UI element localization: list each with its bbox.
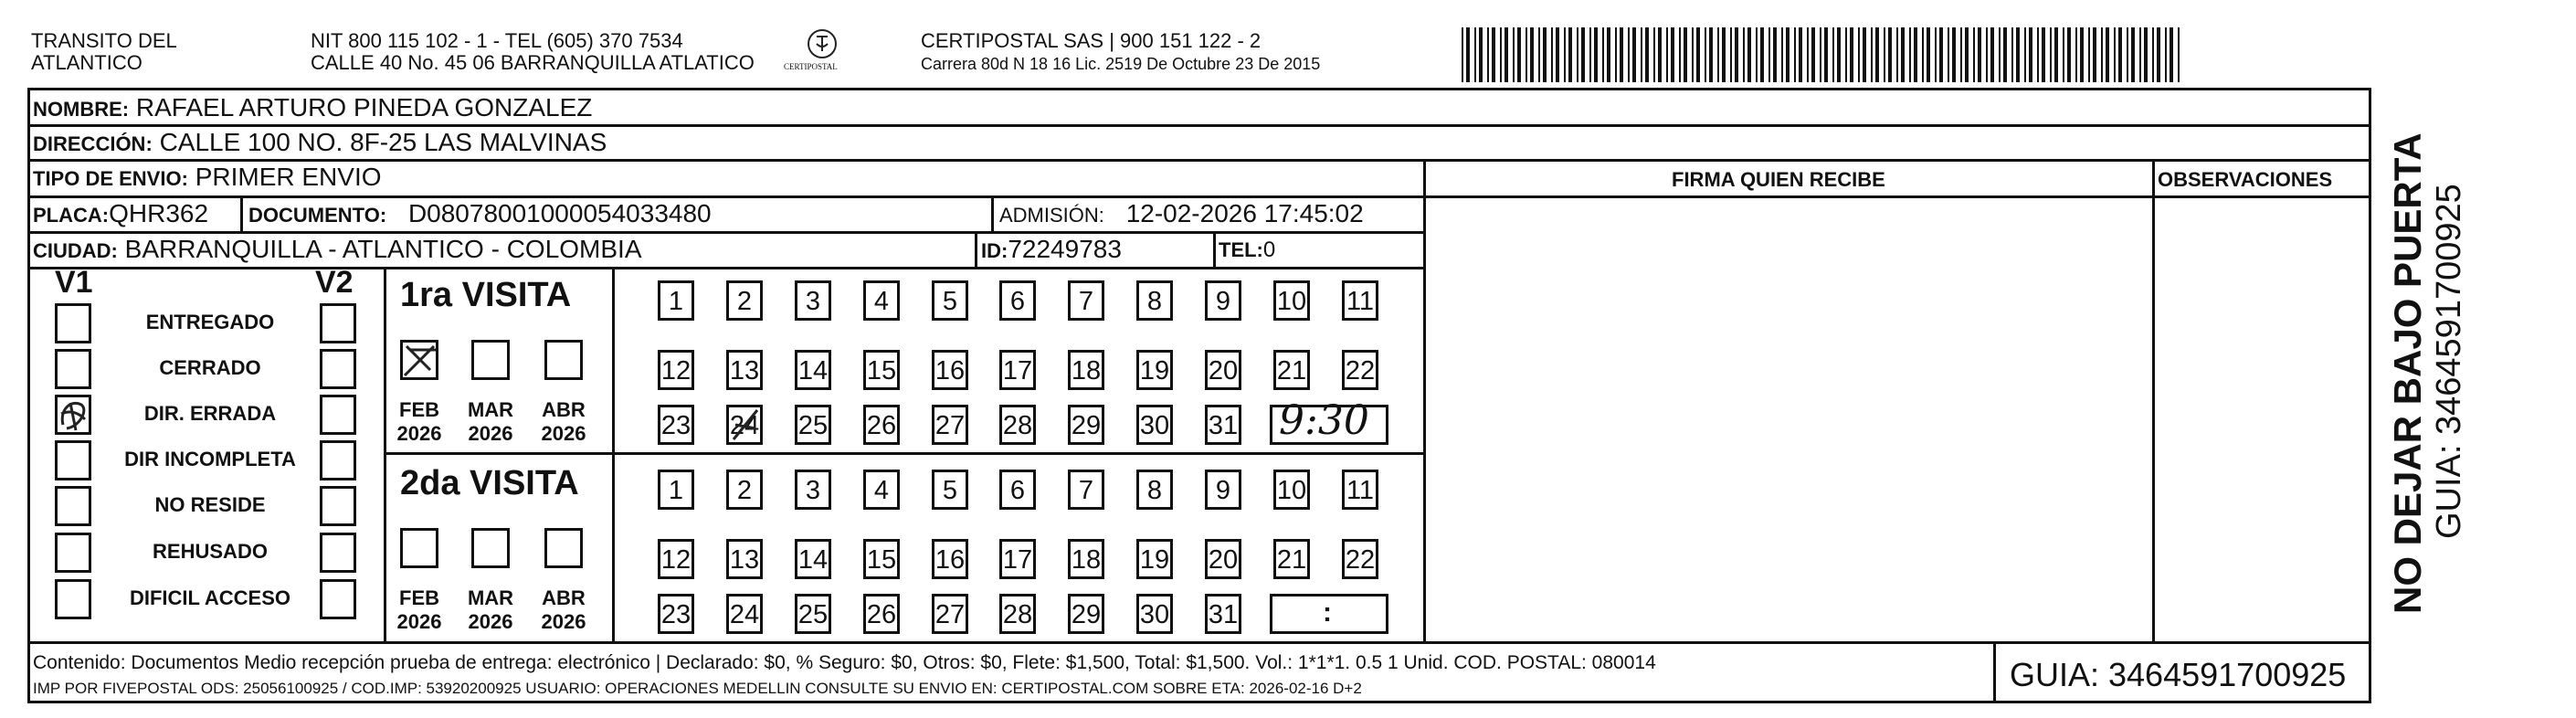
handwritten-mark bbox=[58, 397, 89, 432]
barcode-bar bbox=[1811, 27, 1815, 82]
barcode-bar bbox=[1653, 27, 1655, 82]
barcode-bar bbox=[2003, 27, 2007, 82]
barcode-bar bbox=[1914, 27, 1917, 82]
barcode-bar bbox=[1837, 27, 1841, 82]
col-line bbox=[1213, 231, 1216, 268]
barcode-bar bbox=[1901, 27, 1905, 82]
barcode-bar bbox=[1538, 27, 1540, 82]
barcode-bar bbox=[1858, 27, 1860, 82]
barcode-bar bbox=[1705, 27, 1706, 82]
day-box[interactable]: 19 bbox=[1136, 350, 1173, 390]
barcode-bar bbox=[1658, 27, 1662, 82]
day-box[interactable]: 27 bbox=[932, 594, 968, 634]
barcode-bar bbox=[2075, 27, 2077, 82]
day-box[interactable]: 5 bbox=[932, 470, 968, 510]
month-year: 2026 bbox=[396, 422, 442, 445]
day-box[interactable]: 26 bbox=[863, 405, 900, 445]
v1-checkbox[interactable] bbox=[55, 486, 91, 526]
status-label: ENTREGADO bbox=[145, 311, 275, 333]
day-box[interactable]: 6 bbox=[999, 280, 1036, 321]
day-box[interactable]: 7 bbox=[1068, 280, 1104, 321]
barcode-bar bbox=[1730, 27, 1732, 82]
documento-cell bbox=[248, 199, 712, 228]
col-line bbox=[240, 195, 243, 232]
barcode-bar bbox=[2042, 27, 2045, 82]
barcode-bar bbox=[1978, 27, 1981, 82]
day-box[interactable]: 4 bbox=[863, 280, 900, 321]
barcode-bar bbox=[1824, 27, 1828, 82]
day-box[interactable]: 28 bbox=[999, 405, 1036, 445]
v1-checkbox[interactable] bbox=[55, 349, 91, 389]
barcode bbox=[1462, 27, 2183, 82]
day-box[interactable]: 2 bbox=[726, 470, 763, 510]
barcode-bar bbox=[2050, 27, 2052, 82]
logo-text: CERTIPOSTAL bbox=[784, 62, 838, 71]
barcode-bar bbox=[1513, 27, 1515, 82]
courier-line: CERTIPOSTAL SAS | 900 151 122 - 2 bbox=[921, 29, 1262, 52]
day-box[interactable]: 20 bbox=[1205, 539, 1241, 579]
footer-guia: GUIA: 3464591700925 bbox=[2010, 656, 2347, 693]
status-label: NO RESIDE bbox=[154, 493, 266, 516]
day-box[interactable]: 13 bbox=[726, 539, 763, 579]
barcode-bar bbox=[1684, 27, 1687, 82]
barcode-bar bbox=[1577, 27, 1578, 82]
barcode-bar bbox=[1799, 27, 1802, 82]
day-box[interactable]: 2 bbox=[726, 280, 763, 321]
day-box[interactable]: 8 bbox=[1136, 470, 1173, 510]
barcode-bar bbox=[1666, 27, 1668, 82]
barcode-bar bbox=[1939, 27, 1943, 82]
col-line bbox=[975, 231, 977, 268]
barcode-bar bbox=[2178, 27, 2180, 82]
barcode-bar bbox=[2152, 27, 2154, 82]
day-box[interactable]: 9 bbox=[1205, 280, 1241, 321]
day-box[interactable]: 29 bbox=[1068, 405, 1104, 445]
month-name: MAR bbox=[467, 586, 514, 609]
barcode-bar bbox=[2024, 27, 2026, 82]
ciudad-cell bbox=[33, 235, 642, 264]
documento-value: D08078001000054033480 bbox=[407, 199, 712, 227]
id-label: ID: bbox=[981, 239, 1008, 262]
day-box[interactable]: 23 bbox=[658, 594, 694, 634]
day-box[interactable]: 27 bbox=[932, 405, 968, 445]
day-box[interactable]: 20 bbox=[1205, 350, 1241, 390]
month-name: ABR bbox=[542, 586, 586, 609]
barcode-bar bbox=[1479, 27, 1483, 82]
barcode-bar bbox=[1517, 27, 1521, 82]
day-box[interactable]: 31 bbox=[1205, 405, 1241, 445]
admision-value: 12-02-2026 17:45:02 bbox=[1125, 199, 1364, 227]
day-box[interactable]: 4 bbox=[863, 470, 900, 510]
month-checkbox[interactable] bbox=[471, 340, 510, 380]
barcode-bar bbox=[2139, 27, 2141, 82]
day-box[interactable]: 21 bbox=[1273, 539, 1310, 579]
barcode-bar bbox=[2127, 27, 2128, 82]
day-box[interactable]: 29 bbox=[1068, 594, 1104, 634]
month-year: 2026 bbox=[468, 422, 513, 445]
placa-cell bbox=[33, 199, 208, 228]
ciudad-value: BARRANQUILLA - ATLANTICO - COLOMBIA bbox=[124, 235, 642, 263]
barcode-bar bbox=[1568, 27, 1572, 82]
barcode-bar bbox=[1462, 27, 1463, 82]
day-box[interactable]: 14 bbox=[795, 350, 831, 390]
barcode-bar bbox=[1743, 27, 1745, 82]
barcode-bar bbox=[2067, 27, 2071, 82]
barcode-bar bbox=[1474, 27, 1476, 82]
row-line bbox=[1425, 195, 2371, 198]
day-box[interactable]: 31 bbox=[1205, 594, 1241, 634]
col-line bbox=[1423, 159, 1426, 641]
status-label: REHUSADO bbox=[153, 540, 268, 563]
barcode-bar bbox=[2157, 27, 2160, 82]
barcode-bar bbox=[2054, 27, 2058, 82]
month-year: 2026 bbox=[541, 422, 586, 445]
day-box[interactable]: 14 bbox=[795, 539, 831, 579]
day-box[interactable]: 11 bbox=[1342, 470, 1378, 510]
barcode-bar bbox=[1927, 27, 1930, 82]
day-box[interactable]: 24 bbox=[726, 405, 763, 445]
month-checkbox[interactable] bbox=[544, 340, 583, 380]
day-box[interactable]: 18 bbox=[1068, 539, 1104, 579]
col-line bbox=[1993, 641, 1996, 703]
barcode-bar bbox=[1466, 27, 1470, 82]
ciudad-label: CIUDAD: bbox=[33, 239, 118, 262]
barcode-bar bbox=[1615, 27, 1617, 82]
barcode-bar bbox=[1564, 27, 1566, 82]
status-label: DIFICIL ACCESO bbox=[129, 586, 290, 609]
tel-cell bbox=[1219, 238, 1275, 263]
barcode-bar bbox=[1722, 27, 1726, 82]
day-box[interactable]: 23 bbox=[658, 405, 694, 445]
day-box[interactable]: 28 bbox=[999, 594, 1036, 634]
nit-line: NIT 800 115 102 - 1 - TEL (605) 370 7534 bbox=[311, 29, 683, 52]
nombre-row bbox=[33, 93, 592, 122]
day-box[interactable]: 5 bbox=[932, 280, 968, 321]
month-year: 2026 bbox=[396, 610, 442, 633]
month-checkbox[interactable] bbox=[400, 340, 438, 380]
col-line bbox=[991, 195, 994, 232]
barcode-bar bbox=[1717, 27, 1719, 82]
handwritten-x-mark bbox=[403, 343, 436, 377]
documento-label: DOCUMENTO: bbox=[248, 204, 387, 227]
barcode-bar bbox=[1820, 27, 1821, 82]
month-name: FEB bbox=[399, 398, 439, 421]
direccion-value: CALLE 100 NO. 8F-25 LAS MALVINAS bbox=[159, 128, 607, 156]
admision-cell bbox=[999, 199, 1364, 228]
day-box[interactable]: 16 bbox=[932, 350, 968, 390]
day-box[interactable]: 8 bbox=[1136, 280, 1173, 321]
day-box[interactable]: 26 bbox=[863, 594, 900, 634]
placa-value: QHR362 bbox=[109, 199, 209, 227]
time-placeholder: : bbox=[1323, 597, 1332, 628]
day-box[interactable]: 15 bbox=[863, 350, 900, 390]
barcode-bar bbox=[1556, 27, 1559, 82]
barcode-bar bbox=[1960, 27, 1962, 82]
barcode-bar bbox=[1965, 27, 1969, 82]
barcode-bar bbox=[1794, 27, 1796, 82]
barcode-bar bbox=[1768, 27, 1770, 82]
barcode-bar bbox=[2011, 27, 2013, 82]
barcode-bar bbox=[1973, 27, 1975, 82]
col-line bbox=[2152, 159, 2155, 641]
day-box[interactable]: 24 bbox=[726, 594, 763, 634]
side-guia: GUIA: 3464591700925 bbox=[2430, 184, 2468, 539]
status-label: CERRADO bbox=[159, 356, 261, 379]
barcode-bar bbox=[1620, 27, 1623, 82]
status-label: DIR. ERRADA bbox=[143, 402, 277, 425]
barcode-bar bbox=[1896, 27, 1898, 82]
barcode-bar bbox=[2016, 27, 2020, 82]
day-box[interactable]: 17 bbox=[999, 539, 1036, 579]
month-checkbox[interactable] bbox=[544, 528, 583, 568]
observaciones-label: OBSERVACIONES bbox=[2158, 168, 2333, 191]
second-visit-label: 2da VISITA bbox=[400, 464, 579, 502]
barcode-bar bbox=[1948, 27, 1949, 82]
barcode-bar bbox=[1871, 27, 1873, 82]
barcode-bar bbox=[2063, 27, 2064, 82]
company-name-line1: TRANSITO DEL bbox=[31, 29, 177, 52]
month-name: FEB bbox=[399, 586, 439, 609]
tipo-value: PRIMER ENVIO bbox=[195, 163, 382, 191]
day-box[interactable]: 15 bbox=[863, 539, 900, 579]
barcode-bar bbox=[1850, 27, 1853, 82]
day-box[interactable]: 30 bbox=[1136, 405, 1173, 445]
handwritten-time: 9:30 bbox=[1279, 397, 1369, 444]
imp-line: IMP POR FIVEPOSTAL ODS: 25056100925 / COD.IMP: 53920200925 USUARIO: OPERACIONES MEDELLIN CONSULTE SU ENVIO EN: CERTIPOSTAL.COM SOBRE ETA: 2026-02-16 D+2 bbox=[33, 680, 1362, 697]
barcode-bar bbox=[1492, 27, 1495, 82]
barcode-bar bbox=[1922, 27, 1924, 82]
v2-checkbox[interactable] bbox=[320, 533, 356, 573]
barcode-bar bbox=[1888, 27, 1892, 82]
first-visit-label: 1ra VISITA bbox=[400, 276, 572, 314]
day-box[interactable]: 12 bbox=[658, 350, 694, 390]
barcode-bar bbox=[1863, 27, 1866, 82]
row-line bbox=[27, 124, 2371, 127]
nombre-label: NOMBRE: bbox=[33, 98, 130, 121]
barcode-bar bbox=[1589, 27, 1591, 82]
day-box[interactable]: 21 bbox=[1273, 350, 1310, 390]
barcode-bar bbox=[1504, 27, 1508, 82]
month-year: 2026 bbox=[541, 610, 586, 633]
day-box[interactable]: 16 bbox=[932, 539, 968, 579]
contenido-line: Contenido: Documentos Medio recepción prueba de entrega: electrónico | Declarado: $0, % Seguro: $0, Otros: $0, Flete: $1,500, Total: $1,500. Vol.: 1*1*1. 0.5 1 Unid. COD. POSTAL: 080014 bbox=[33, 652, 1656, 673]
company-name-line2: ATLANTICO bbox=[31, 51, 143, 74]
day-box[interactable]: 22 bbox=[1342, 539, 1378, 579]
v1-checkbox[interactable] bbox=[55, 395, 91, 435]
v1-checkbox[interactable] bbox=[55, 440, 91, 480]
day-box[interactable]: 1 bbox=[658, 470, 694, 510]
barcode-bar bbox=[1845, 27, 1847, 82]
barcode-bar bbox=[2101, 27, 2103, 82]
direccion-label: DIRECCIÓN: bbox=[33, 132, 153, 155]
barcode-bar bbox=[1543, 27, 1547, 82]
visits-frame-line bbox=[384, 452, 1425, 455]
barcode-bar bbox=[2118, 27, 2122, 82]
day-box[interactable]: 3 bbox=[795, 470, 831, 510]
day-box[interactable]: 18 bbox=[1068, 350, 1104, 390]
barcode-bar bbox=[1632, 27, 1636, 82]
nombre-value: RAFAEL ARTURO PINEDA GONZALEZ bbox=[135, 93, 593, 121]
barcode-bar bbox=[1696, 27, 1700, 82]
barcode-bar bbox=[1786, 27, 1789, 82]
month-checkbox[interactable] bbox=[400, 528, 438, 568]
barcode-bar bbox=[2029, 27, 2032, 82]
month-name: MAR bbox=[467, 398, 514, 421]
barcode-bar bbox=[1526, 27, 1527, 82]
day-box[interactable]: 7 bbox=[1068, 470, 1104, 510]
day-box[interactable]: 25 bbox=[795, 405, 831, 445]
barcode-bar bbox=[1990, 27, 1994, 82]
barcode-bar bbox=[2037, 27, 2039, 82]
v2-checkbox[interactable] bbox=[320, 395, 356, 435]
v2-checkbox[interactable] bbox=[320, 440, 356, 480]
day-box[interactable]: 13 bbox=[726, 350, 763, 390]
barcode-bar bbox=[1530, 27, 1534, 82]
barcode-bar bbox=[1628, 27, 1630, 82]
tel-value: 0 bbox=[1262, 238, 1276, 262]
barcode-bar bbox=[1807, 27, 1809, 82]
barcode-bar bbox=[1679, 27, 1681, 82]
barcode-bar bbox=[1875, 27, 1879, 82]
day-box[interactable]: 6 bbox=[999, 470, 1036, 510]
day-box[interactable]: 10 bbox=[1273, 470, 1310, 510]
barcode-bar bbox=[1884, 27, 1885, 82]
barcode-bar bbox=[2106, 27, 2109, 82]
row-line bbox=[27, 159, 2371, 162]
day-box[interactable]: 12 bbox=[658, 539, 694, 579]
barcode-bar bbox=[1909, 27, 1911, 82]
day-box[interactable]: 30 bbox=[1136, 594, 1173, 634]
barcode-bar bbox=[1641, 27, 1642, 82]
month-name: ABR bbox=[542, 398, 586, 421]
day-box[interactable]: 3 bbox=[795, 280, 831, 321]
barcode-bar bbox=[1692, 27, 1694, 82]
day-box[interactable]: 17 bbox=[999, 350, 1036, 390]
barcode-bar bbox=[1986, 27, 1988, 82]
v1-checkbox[interactable] bbox=[55, 533, 91, 573]
side-warning: NO DEJAR BAJO PUERTA bbox=[2386, 132, 2429, 614]
barcode-bar bbox=[1581, 27, 1585, 82]
day-box[interactable]: 19 bbox=[1136, 539, 1173, 579]
barcode-bar bbox=[1487, 27, 1489, 82]
handwritten-slash-mark bbox=[728, 407, 761, 443]
barcode-bar bbox=[2080, 27, 2084, 82]
barcode-bar bbox=[2165, 27, 2167, 82]
status-label: DIR INCOMPLETA bbox=[124, 448, 296, 470]
barcode-bar bbox=[1760, 27, 1764, 82]
id-cell bbox=[981, 235, 1122, 264]
barcode-bar bbox=[2144, 27, 2148, 82]
certipostal-logo bbox=[776, 26, 868, 77]
placa-label: PLACA: bbox=[33, 204, 110, 227]
barcode-bar bbox=[1747, 27, 1751, 82]
barcode-bar bbox=[1602, 27, 1604, 82]
day-box[interactable]: 1 bbox=[658, 280, 694, 321]
barcode-bar bbox=[2093, 27, 2096, 82]
barcode-bar bbox=[1935, 27, 1937, 82]
admision-label: ADMISIÓN: bbox=[999, 204, 1104, 227]
handwritten-day-mark bbox=[728, 407, 761, 443]
month-checkbox[interactable] bbox=[471, 528, 510, 568]
barcode-bar bbox=[1952, 27, 1956, 82]
month-year: 2026 bbox=[468, 610, 513, 633]
v1-checkbox[interactable] bbox=[55, 579, 91, 619]
barcode-bar bbox=[1551, 27, 1553, 82]
v2-checkbox[interactable] bbox=[320, 486, 356, 526]
barcode-bar bbox=[2131, 27, 2135, 82]
v2-checkbox[interactable] bbox=[320, 303, 356, 343]
v2-checkbox[interactable] bbox=[320, 349, 356, 389]
day-box[interactable]: 22 bbox=[1342, 350, 1378, 390]
barcode-bar bbox=[1756, 27, 1758, 82]
barcode-bar bbox=[1645, 27, 1649, 82]
id-value: 72249783 bbox=[1008, 235, 1122, 263]
v2-label: V2 bbox=[315, 265, 354, 300]
day-box[interactable]: 10 bbox=[1273, 280, 1310, 321]
day-box[interactable]: 9 bbox=[1205, 470, 1241, 510]
tipo-row bbox=[33, 163, 382, 192]
barcode-bar bbox=[1500, 27, 1502, 82]
barcode-bar bbox=[1594, 27, 1598, 82]
address-line: CALLE 40 No. 45 06 BARRANQUILLA ATLATICO bbox=[311, 51, 755, 74]
direccion-row bbox=[33, 128, 607, 157]
barcode-bar bbox=[2114, 27, 2116, 82]
v1-label: V1 bbox=[55, 265, 93, 300]
row-line bbox=[27, 195, 1425, 198]
barcode-bar bbox=[1671, 27, 1674, 82]
barcode-bar bbox=[1607, 27, 1610, 82]
v1-checkbox[interactable] bbox=[55, 303, 91, 343]
tel-label: TEL: bbox=[1219, 238, 1263, 261]
barcode-bar bbox=[1735, 27, 1738, 82]
barcode-bar bbox=[2088, 27, 2090, 82]
courier-address: Carrera 80d N 18 16 Lic. 2519 De Octubre 23 De 2015 bbox=[921, 55, 1321, 73]
tipo-label: TIPO DE ENVIO: bbox=[33, 167, 188, 190]
barcode-bar bbox=[2170, 27, 2173, 82]
barcode-bar bbox=[1709, 27, 1713, 82]
v2-checkbox[interactable] bbox=[320, 579, 356, 619]
firma-label: FIRMA QUIEN RECIBE bbox=[1672, 168, 1885, 191]
day-box[interactable]: 11 bbox=[1342, 280, 1378, 321]
barcode-bar bbox=[1999, 27, 2001, 82]
footer-line bbox=[27, 641, 2371, 644]
barcode-bar bbox=[1832, 27, 1834, 82]
barcode-bar bbox=[1781, 27, 1783, 82]
day-box[interactable]: 25 bbox=[795, 594, 831, 634]
barcode-bar bbox=[1773, 27, 1777, 82]
